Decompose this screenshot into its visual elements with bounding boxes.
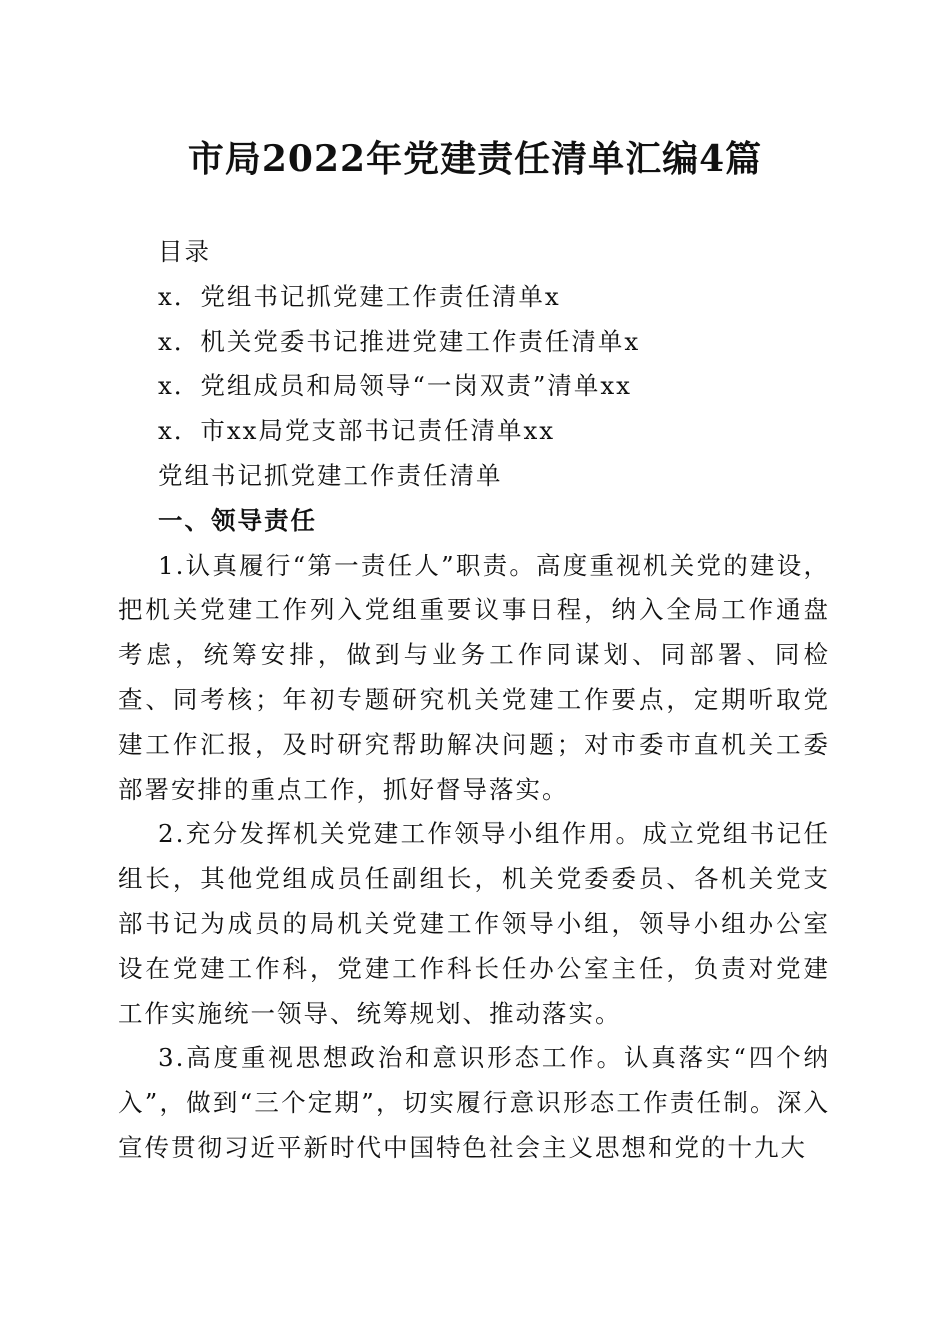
toc-item: x．市xx局党支部书记责任清单xx <box>158 416 556 446</box>
paragraph: 3.高度重视思想政治和意识形态工作。认真落实“四个纳入”，做到“三个定期”，切实履行意识形态工作责任制。深入宣传贯彻习近平新时代中国特色社会主义思想和党的十九大 <box>118 1043 830 1162</box>
paragraph: 1.认真履行“第一责任人”职责。高度重视机关党的建设，把机关党建工作列入党组重要议事日程，纳入全局工作通盘考虑，统筹安排，做到与业务工作同谋划、同部署、同检查、同考核；年初专题研究机关党建工作要点，定期听取党建工作汇报，及时研究帮助解决问题；对市委市直机关工委部署安排的重点工作，抓好督导落实。 <box>118 550 830 804</box>
toc-heading: 目录 <box>158 237 211 266</box>
document-title: 市局2022年党建责任清单汇编4篇 <box>187 138 763 180</box>
toc-item: x．党组成员和局领导“一岗双责”清单xx <box>158 371 633 401</box>
heading-leadership-responsibility: 一、领导责任 <box>158 505 317 535</box>
section-title: 党组书记抓党建工作责任清单 <box>158 460 503 490</box>
toc-item: x．党组书记抓党建工作责任清单x <box>158 281 561 311</box>
document-body <box>118 230 830 1171</box>
paragraph: 2.充分发挥机关党建工作领导小组作用。成立党组书记任组长，其他党组成员任副组长，机关党委委员、各机关党支部书记为成员的局机关党建工作领导小组，领导小组办公室设在党建工作科，党建工作科长任办公室主任，负责对党建工作实施统一领导、统筹规划、推动落实。 <box>118 819 830 1028</box>
toc-item: x．机关党委书记推进党建工作责任清单x <box>158 326 641 356</box>
